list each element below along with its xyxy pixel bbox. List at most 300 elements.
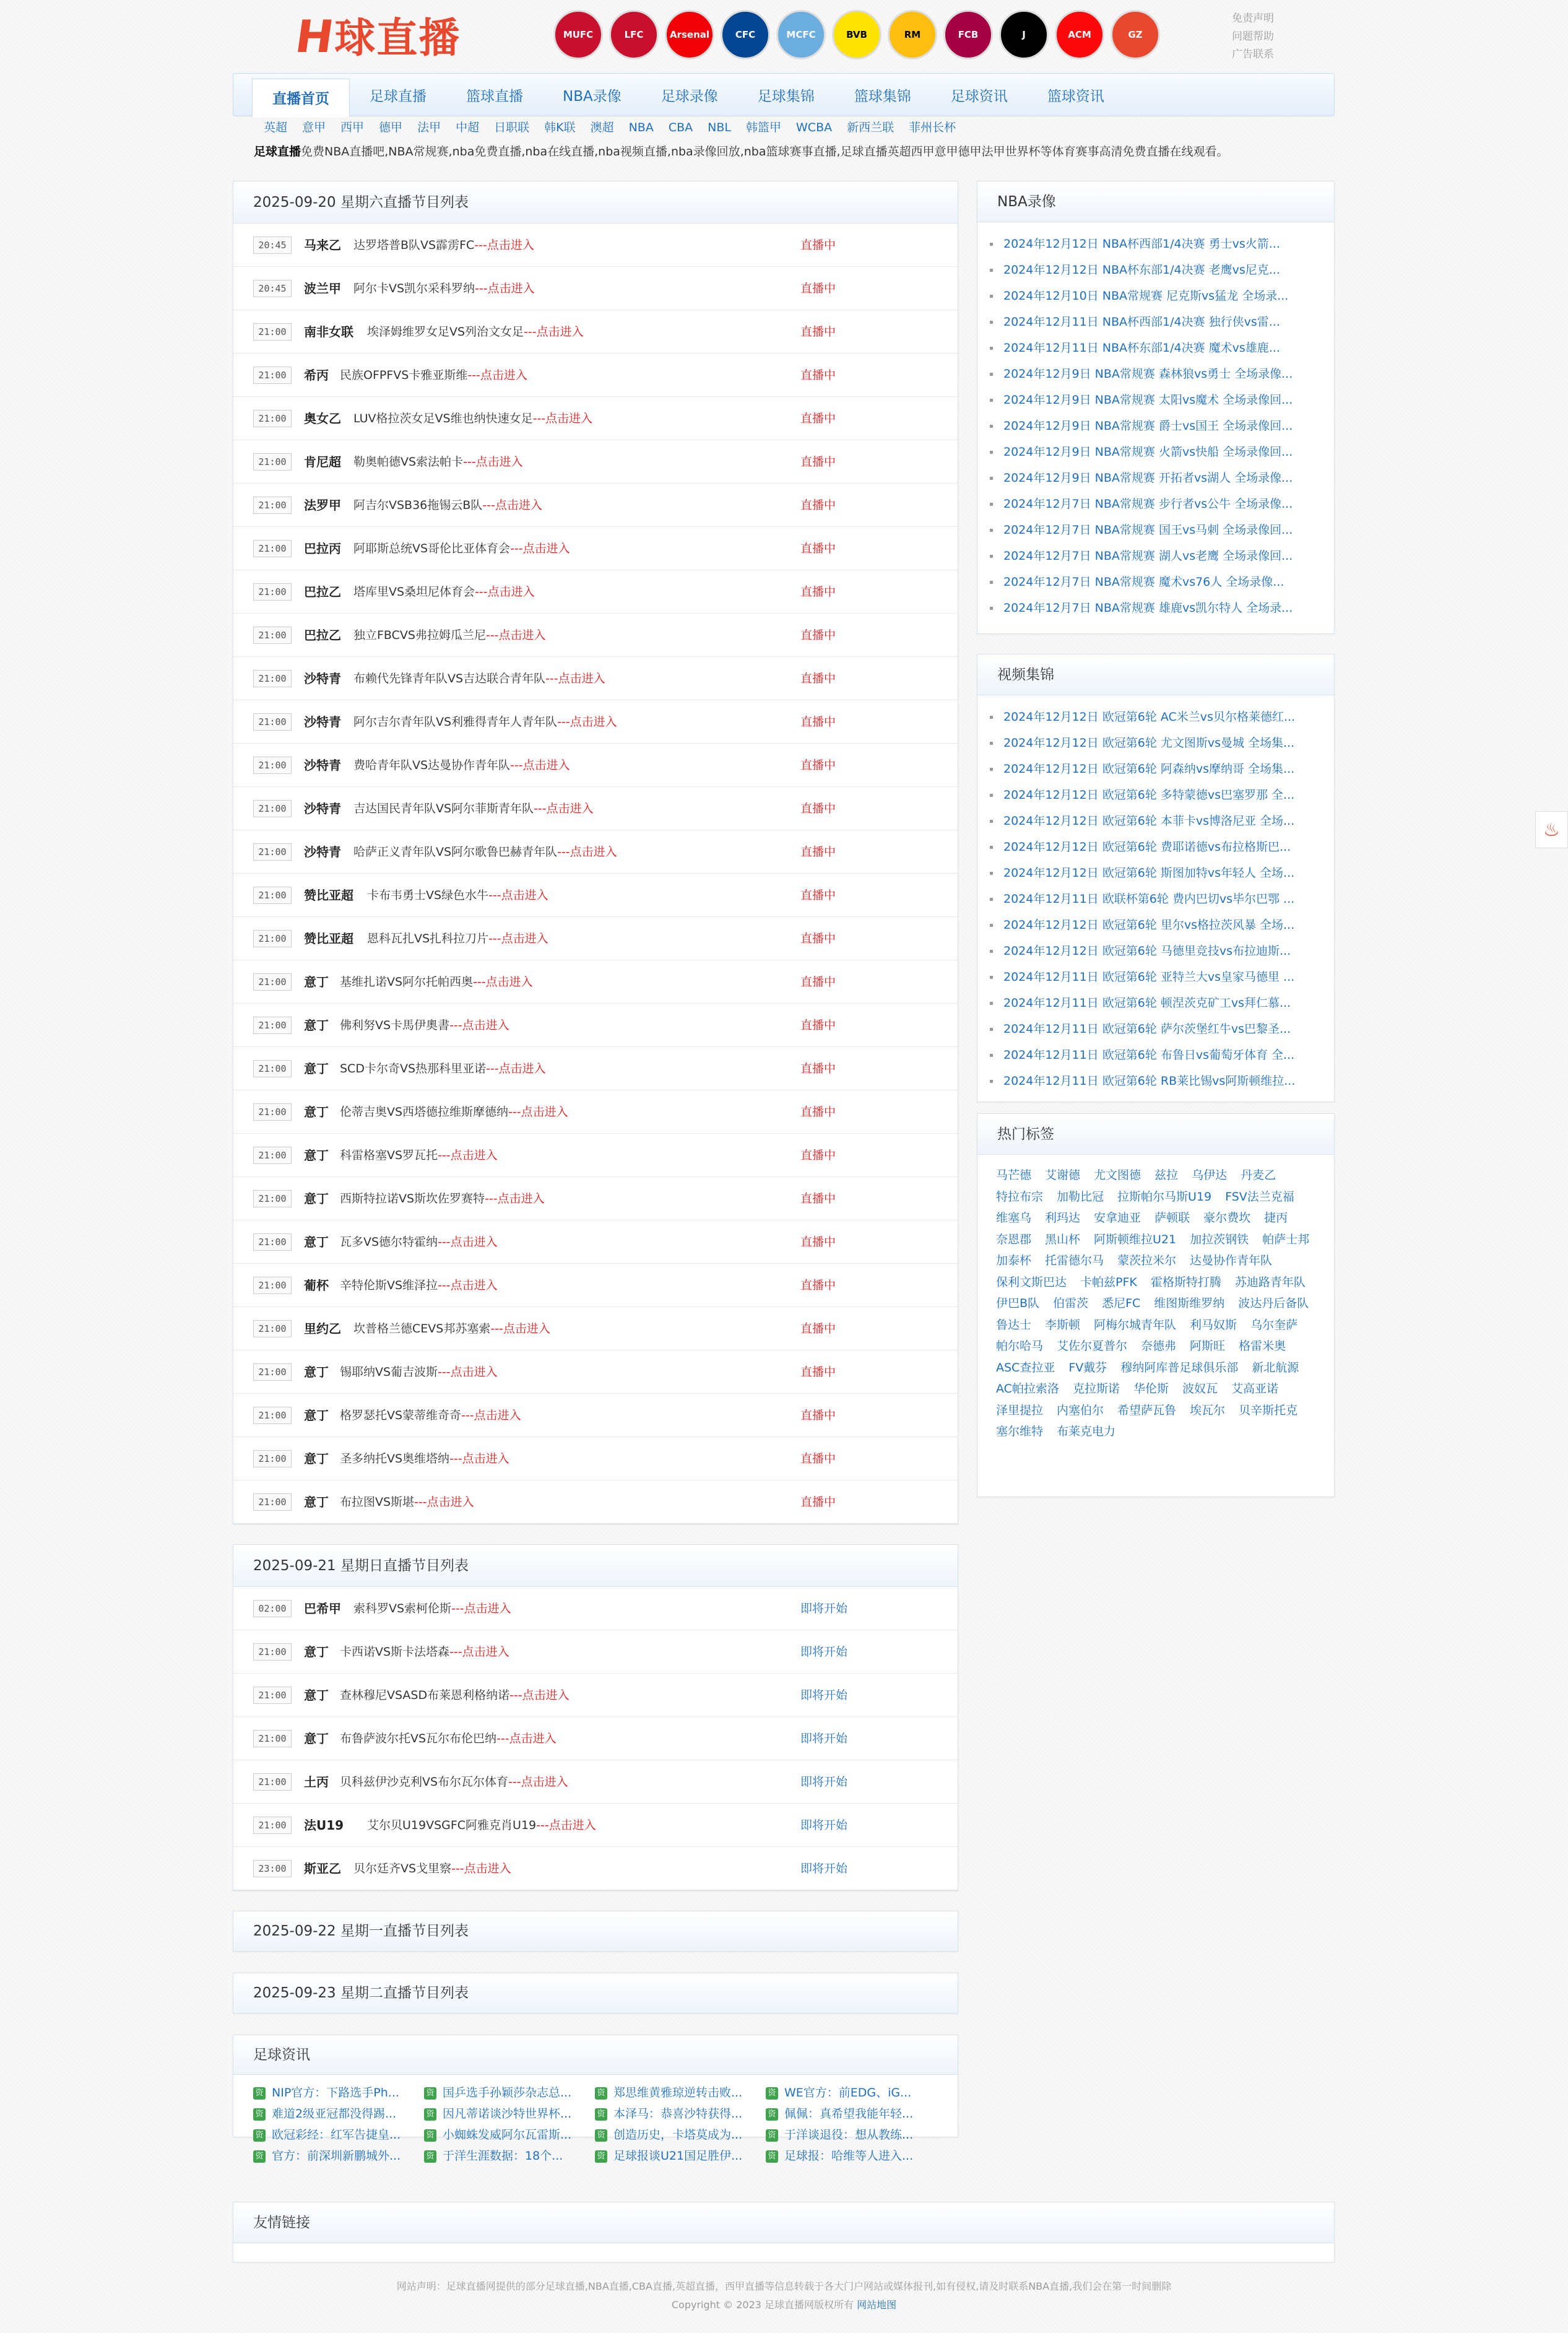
match-title[interactable] [353, 614, 546, 657]
match-row[interactable] [233, 1350, 958, 1394]
match-row[interactable] [233, 657, 958, 700]
news-item[interactable] [253, 2145, 423, 2166]
teams[interactable]: SCD卡尔奇VS热那科里亚诺 [340, 1062, 487, 1075]
match-title[interactable] [353, 657, 605, 700]
tag-link[interactable]: 维图斯维罗纳 [1154, 1297, 1225, 1310]
match-title[interactable] [340, 1437, 509, 1480]
teams[interactable]: 达罗塔普B队VS霹雳FC [353, 238, 475, 252]
match-row[interactable] [233, 960, 958, 1004]
match-row[interactable] [233, 354, 958, 397]
teams[interactable]: 瓦多VS德尔特霍纳 [340, 1235, 438, 1249]
desc-keyword[interactable]: 足球直播 [254, 145, 301, 159]
match-title[interactable] [353, 224, 534, 267]
nba-replay-item[interactable]: 2024年12月9日 NBA常规赛 太阳vs魔术 全场录像回... [990, 387, 1324, 413]
video-highlight-item[interactable]: 2024年12月12日 欧冠第6轮 本菲卡vs博洛尼亚 全场... [990, 808, 1324, 834]
enter-link[interactable]: ---点击进入 [414, 1495, 474, 1509]
match-title[interactable] [353, 484, 542, 527]
match-title[interactable] [340, 354, 527, 397]
enter-link[interactable]: ---点击进入 [490, 1322, 550, 1336]
tag-link[interactable]: 帕尔哈马 [996, 1339, 1044, 1353]
tag-link[interactable]: 泽里提拉 [996, 1403, 1044, 1417]
nav-item-7[interactable]: 足球资讯 [950, 89, 1008, 105]
nav-item-5[interactable]: 足球集锦 [757, 89, 815, 105]
match-row[interactable] [233, 1134, 958, 1177]
dortmund-crest[interactable]: BVB [832, 10, 881, 59]
sitemap-link[interactable]: 网站地图 [857, 2299, 897, 2311]
teams[interactable]: 查林穆尼VSASD布莱恩利格纳诺 [340, 1688, 510, 1702]
enter-link[interactable]: ---点击进入 [449, 1452, 509, 1466]
day3-title[interactable]: 2025-09-22 星期一直播节目列表 [233, 1911, 958, 1951]
tag-link[interactable]: 马芒德 [996, 1168, 1032, 1182]
enter-link[interactable]: ---点击进入 [557, 715, 617, 729]
match-row[interactable] [233, 1177, 958, 1220]
teams[interactable]: 勒奥帕德VS索法帕卡 [353, 455, 464, 469]
tag-link[interactable]: 阿斯顿维拉U21 [1094, 1232, 1177, 1246]
enter-link[interactable]: ---点击进入 [438, 1365, 498, 1379]
tag-link[interactable]: 拉斯帕尔马斯U19 [1117, 1189, 1212, 1204]
match-row[interactable] [233, 787, 958, 830]
tag-link[interactable]: FSV法兰克福 [1225, 1189, 1294, 1204]
match-row[interactable] [233, 1847, 958, 1890]
disclaimer-link[interactable]: 免责声明 [1232, 12, 1274, 25]
tag-link[interactable]: 格雷米奥 [1239, 1339, 1286, 1353]
enter-link[interactable]: ---点击进入 [486, 1062, 546, 1075]
news-text[interactable]: 欧冠彩经：红军告捷皇... [272, 2128, 401, 2142]
enter-link[interactable]: ---点击进入 [475, 282, 535, 295]
tag-link[interactable]: 艾高亚诺 [1231, 1382, 1278, 1396]
match-row[interactable] [233, 830, 958, 874]
league-link[interactable]: 澳超 [590, 121, 614, 134]
tag-link[interactable]: 丹麦乙 [1241, 1168, 1276, 1182]
ad-contact-link[interactable]: 广告联系 [1232, 48, 1274, 61]
teams[interactable]: 卡西诺VS斯卡法塔森 [340, 1645, 450, 1659]
teams[interactable]: 基维扎诺VS阿尔托帕西奥 [340, 975, 474, 989]
tag-link[interactable]: 托雷德尔马 [1045, 1254, 1104, 1267]
teams[interactable]: 贝科兹伊沙克利VS布尔瓦尔体育 [340, 1775, 509, 1789]
news-text[interactable]: NIP官方：下路选手Ph... [272, 2086, 399, 2100]
enter-link[interactable]: ---点击进入 [451, 1862, 511, 1875]
tag-link[interactable]: 豪尔费坎 [1203, 1211, 1251, 1225]
tag-link[interactable]: 利玛达 [1045, 1211, 1081, 1225]
teams[interactable]: 贝尔廷齐VS戈里察 [353, 1862, 452, 1875]
news-item[interactable] [595, 2145, 765, 2166]
teams[interactable]: 西斯特拉诺VS斯坎佐罗赛特 [340, 1192, 485, 1206]
teams[interactable]: 伦蒂吉奥VS西塔德拉维斯摩德纳 [340, 1105, 509, 1119]
league-link[interactable]: 德甲 [379, 121, 403, 134]
tag-link[interactable]: 黑山杯 [1045, 1232, 1081, 1246]
news-item[interactable] [766, 2145, 935, 2166]
tag-link[interactable]: 达曼协作青年队 [1190, 1254, 1273, 1267]
teams[interactable]: 佛利努VS卡馬伊奧書 [340, 1019, 450, 1032]
tag-link[interactable]: 鲁达士 [996, 1318, 1032, 1332]
teams[interactable]: 索科罗VS索柯伦斯 [353, 1602, 452, 1615]
enter-link[interactable]: ---点击进入 [509, 1688, 570, 1702]
match-title[interactable] [340, 960, 533, 1004]
teams[interactable]: 锡耶纳VS葡吉波斯 [340, 1365, 438, 1379]
match-title[interactable] [340, 1480, 474, 1524]
news-item[interactable] [595, 2082, 765, 2103]
match-row[interactable] [233, 1264, 958, 1307]
news-text[interactable]: 郑思维黄雅琼逆转击败... [613, 2086, 743, 2100]
news-text[interactable]: 创造历史，卡塔莫成为... [613, 2128, 743, 2142]
match-row[interactable] [233, 1480, 958, 1524]
tag-link[interactable]: 萨顿联 [1154, 1211, 1190, 1225]
match-row[interactable] [233, 570, 958, 614]
enter-link[interactable]: ---点击进入 [438, 1149, 498, 1162]
tag-link[interactable]: 利马奴斯 [1190, 1318, 1237, 1332]
teams[interactable]: 科雷格塞VS罗瓦托 [340, 1149, 438, 1162]
teams[interactable]: 恩科瓦扎VS扎科拉刀片 [367, 932, 489, 945]
match-title[interactable] [353, 744, 570, 787]
tag-link[interactable]: 内塞伯尔 [1057, 1403, 1104, 1417]
enter-link[interactable]: ---点击进入 [532, 412, 593, 425]
match-title[interactable] [353, 397, 592, 440]
tag-link[interactable]: 捷丙 [1264, 1211, 1288, 1225]
tag-link[interactable]: 安拿迪亚 [1094, 1211, 1141, 1225]
news-item[interactable] [253, 2124, 423, 2145]
teams[interactable]: 阿吉尔VSB36拖锡云B队 [353, 498, 483, 512]
tag-link[interactable]: 阿梅尔城青年队 [1094, 1318, 1177, 1332]
enter-link[interactable]: ---点击进入 [449, 1019, 509, 1032]
news-item[interactable] [253, 2103, 423, 2124]
match-title[interactable] [367, 1804, 596, 1847]
tag-link[interactable]: 穆纳阿库普足球俱乐部 [1120, 1360, 1239, 1375]
teams[interactable]: 吉达国民青年队VS阿尔菲斯青年队 [353, 802, 534, 815]
tag-link[interactable]: 蒙茨拉米尔 [1117, 1254, 1177, 1267]
match-title[interactable] [340, 1717, 557, 1760]
match-row[interactable] [233, 1004, 958, 1047]
teams[interactable]: 圣多纳托VS奥维塔纳 [340, 1452, 450, 1466]
video-highlight-item[interactable]: 2024年12月11日 欧冠第6轮 布鲁日vs葡萄牙体育 全... [990, 1042, 1324, 1068]
news-item[interactable] [424, 2145, 594, 2166]
news-text[interactable]: 佩佩：真希望我能年轻... [784, 2107, 914, 2121]
match-row[interactable] [233, 1047, 958, 1090]
chelsea-crest[interactable]: CFC [721, 10, 770, 59]
enter-link[interactable]: ---点击进入 [474, 238, 534, 252]
teams[interactable]: 艾尔贝U19VSGFC阿雅克肖U19 [367, 1818, 537, 1832]
enter-link[interactable]: ---点击进入 [557, 845, 617, 859]
teams[interactable]: 费哈青年队VS达曼协作青年队 [353, 758, 511, 772]
match-row[interactable] [233, 917, 958, 960]
match-row[interactable] [233, 1717, 958, 1760]
news-text[interactable]: 足球报谈U21国足胜伊... [613, 2149, 743, 2163]
tag-link[interactable]: 艾谢德 [1045, 1168, 1081, 1182]
match-row[interactable] [233, 440, 958, 484]
arsenal-crest[interactable]: Arsenal [665, 10, 714, 59]
match-row[interactable] [233, 527, 958, 570]
schedule-day3[interactable] [233, 1911, 958, 1952]
match-title[interactable] [340, 1220, 498, 1264]
nav-item-6[interactable]: 篮球集锦 [854, 89, 911, 105]
news-text[interactable]: 因凡蒂诺谈沙特世界杯... [443, 2107, 572, 2121]
teams[interactable]: 独立FBCVS弗拉姆瓜兰尼 [353, 628, 486, 642]
news-text[interactable]: 于洋生涯数据：18个... [443, 2149, 563, 2163]
match-row[interactable] [233, 1674, 958, 1717]
tag-link[interactable]: 帕萨士邦 [1262, 1232, 1310, 1246]
man-city-crest[interactable]: MCFC [776, 10, 826, 59]
match-title[interactable] [353, 787, 594, 830]
tag-link[interactable]: 卡帕兹PFK [1080, 1275, 1137, 1289]
nba-replay-item[interactable]: 2024年12月10日 NBA常规赛 尼克斯vs猛龙 全场录... [990, 283, 1324, 309]
enter-link[interactable]: ---点击进入 [510, 542, 570, 555]
enter-link[interactable]: ---点击进入 [508, 1775, 568, 1789]
teams[interactable]: LUV格拉茨女足VS维也纳快速女足 [353, 412, 533, 425]
video-highlight-item[interactable]: 2024年12月11日 欧联杯第6轮 费内巴切vs毕尔巴鄂 ... [990, 886, 1324, 912]
video-highlight-item[interactable]: 2024年12月12日 欧冠第6轮 多特蒙德vs巴塞罗那 全... [990, 782, 1324, 808]
nba-replay-item[interactable]: 2024年12月11日 NBA杯东部1/4决赛 魔术vs雄鹿... [990, 335, 1324, 361]
enter-link[interactable]: ---点击进入 [451, 1602, 511, 1615]
match-row[interactable] [233, 397, 958, 440]
match-title[interactable] [353, 830, 617, 874]
match-row[interactable] [233, 1220, 958, 1264]
tag-link[interactable]: 波达丹后备队 [1238, 1297, 1309, 1310]
enter-link[interactable]: ---点击进入 [461, 1409, 521, 1422]
match-title[interactable] [340, 1350, 498, 1394]
match-title[interactable] [340, 1394, 521, 1437]
nav-item-4[interactable]: 足球录像 [661, 89, 718, 105]
tag-link[interactable]: 加拉茨钢铁 [1190, 1232, 1249, 1246]
tag-link[interactable]: ASC查拉亚 [996, 1360, 1055, 1375]
teams[interactable]: 卡布韦勇士VS绿色水牛 [367, 888, 489, 902]
teams[interactable]: 塔库里VS桑坦尼体育会 [353, 585, 475, 599]
enter-link[interactable]: ---点击进入 [482, 498, 542, 512]
news-item[interactable] [766, 2082, 935, 2103]
match-title[interactable] [353, 1587, 511, 1630]
video-highlight-item[interactable]: 2024年12月11日 欧冠第6轮 顿涅茨克矿工vs拜仁慕... [990, 990, 1324, 1016]
news-text[interactable]: WE官方：前EDG、iG... [784, 2086, 912, 2100]
tag-link[interactable]: 希望萨瓦鲁 [1117, 1403, 1177, 1417]
league-link[interactable]: 西甲 [340, 121, 365, 134]
news-text[interactable]: 国乒选手孙颖莎杂志总... [443, 2086, 572, 2100]
video-highlight-item[interactable]: 2024年12月12日 欧冠第6轮 里尔vs格拉茨风暴 全场... [990, 912, 1324, 938]
match-title[interactable] [353, 700, 617, 744]
league-link[interactable]: 日职联 [494, 121, 530, 134]
enter-link[interactable]: ---点击进入 [496, 1732, 557, 1745]
league-link[interactable]: 中超 [456, 121, 480, 134]
match-title[interactable] [353, 267, 535, 310]
match-row[interactable] [233, 1090, 958, 1134]
teams[interactable]: 阿尔卡VS凯尔采科罗纳 [353, 282, 475, 295]
nba-replay-item[interactable]: 2024年12月7日 NBA常规赛 魔术vs76人 全场录像... [990, 569, 1324, 595]
match-row[interactable] [233, 224, 958, 267]
video-highlight-item[interactable]: 2024年12月12日 欧冠第6轮 阿森纳vs摩纳哥 全场集... [990, 756, 1324, 782]
teams[interactable]: 阿尔吉尔青年队VS利雅得青年人青年队 [353, 715, 558, 729]
match-row[interactable] [233, 1587, 958, 1630]
news-item[interactable] [424, 2103, 594, 2124]
tag-link[interactable]: 布莱克电力 [1057, 1425, 1116, 1438]
tag-link[interactable]: 苏迪路青年队 [1234, 1275, 1306, 1289]
news-text[interactable]: 足球报：哈维等人进入... [784, 2149, 914, 2163]
nba-replay-item[interactable]: 2024年12月12日 NBA杯西部1/4决赛 勇士vs火箭... [990, 231, 1324, 257]
video-highlight-item[interactable]: 2024年12月12日 欧冠第6轮 费耶诺德vs布拉格斯巴... [990, 834, 1324, 860]
teams[interactable]: 阿耶斯总统VS哥伦比亚体育会 [353, 542, 511, 555]
match-title[interactable] [340, 1674, 570, 1717]
news-item[interactable] [253, 2082, 423, 2103]
match-row[interactable] [233, 1630, 958, 1674]
match-title[interactable] [353, 1307, 550, 1350]
tag-link[interactable]: AC帕拉索洛 [996, 1382, 1059, 1396]
enter-link[interactable]: ---点击进入 [536, 1818, 596, 1832]
match-title[interactable] [340, 1134, 498, 1177]
teams[interactable]: 布赖代先锋青年队VS吉达联合青年队 [353, 672, 546, 685]
league-link[interactable]: NBA [628, 121, 654, 134]
enter-link[interactable]: ---点击进入 [449, 1645, 509, 1659]
teams[interactable]: 辛特伦斯VS维泽拉 [340, 1279, 438, 1292]
match-title[interactable] [367, 310, 584, 354]
nav-item-3[interactable]: NBA录像 [563, 89, 622, 105]
help-link[interactable]: 问题帮助 [1232, 30, 1274, 43]
tag-link[interactable]: 奈德弗 [1141, 1339, 1177, 1353]
nba-replay-item[interactable]: 2024年12月7日 NBA常规赛 雄鹿vs凯尔特人 全场录... [990, 595, 1324, 621]
news-item[interactable] [595, 2124, 765, 2145]
site-logo[interactable]: H球直播 [292, 11, 461, 63]
enter-link[interactable]: ---点击进入 [534, 802, 594, 815]
nba-replay-item[interactable]: 2024年12月9日 NBA常规赛 爵士vs国王 全场录像回... [990, 413, 1324, 439]
match-title[interactable] [340, 1047, 546, 1090]
enter-link[interactable]: ---点击进入 [467, 368, 527, 382]
news-item[interactable] [424, 2082, 594, 2103]
match-row[interactable] [233, 1760, 958, 1804]
video-highlight-item[interactable]: 2024年12月11日 欧冠第6轮 亚特兰大vs皇家马德里 ... [990, 964, 1324, 990]
video-highlight-item[interactable]: 2024年12月12日 欧冠第6轮 尤文图斯vs曼城 全场集... [990, 730, 1324, 756]
video-highlight-item[interactable]: 2024年12月12日 欧冠第6轮 斯图加特vs年轻人 全场... [990, 860, 1324, 886]
news-text[interactable]: 难道2级亚冠都没得踢... [272, 2107, 397, 2121]
barcelona-crest[interactable]: FCB [943, 10, 993, 59]
tag-link[interactable]: 塞尔维特 [996, 1425, 1044, 1438]
tag-link[interactable]: 贝辛斯托克 [1239, 1403, 1298, 1417]
fire-icon[interactable]: ♨ [1535, 811, 1568, 848]
match-row[interactable] [233, 1394, 958, 1437]
tag-link[interactable]: 特拉布宗 [996, 1189, 1044, 1204]
match-title[interactable] [353, 527, 570, 570]
enter-link[interactable]: ---点击进入 [524, 325, 584, 339]
tag-link[interactable]: 保利文斯巴达 [996, 1275, 1067, 1289]
tag-link[interactable]: 克拉斯诺 [1072, 1382, 1120, 1396]
tag-link[interactable]: 伊巴B队 [996, 1297, 1040, 1310]
tag-link[interactable]: 波奴瓦 [1182, 1382, 1218, 1396]
enter-link[interactable]: ---点击进入 [485, 1192, 545, 1206]
tag-link[interactable]: 兹拉 [1154, 1168, 1179, 1182]
enter-link[interactable]: ---点击进入 [438, 1235, 498, 1249]
match-title[interactable] [340, 1090, 568, 1134]
enter-link[interactable]: ---点击进入 [463, 455, 523, 469]
league-link[interactable]: 意甲 [302, 121, 326, 134]
day4-title[interactable]: 2025-09-23 星期二直播节目列表 [233, 1973, 958, 2013]
tag-link[interactable]: 阿斯旺 [1190, 1339, 1226, 1353]
tag-link[interactable]: 尤文图德 [1094, 1168, 1141, 1182]
tag-link[interactable]: 维塞乌 [996, 1211, 1032, 1225]
video-highlight-item[interactable]: 2024年12月12日 欧冠第6轮 马德里竞技vs布拉迪斯... [990, 938, 1324, 964]
league-link[interactable]: 英超 [264, 121, 288, 134]
teams[interactable]: 哈萨正义青年队VS阿尔歌鲁巴赫青年队 [353, 845, 558, 859]
nav-item-0[interactable]: 直播首页 [252, 79, 350, 117]
league-link[interactable]: 韩K联 [544, 121, 576, 134]
real-madrid-crest[interactable]: RM [888, 10, 937, 59]
match-title[interactable] [340, 1264, 498, 1307]
league-link[interactable]: 法甲 [417, 121, 441, 134]
enter-link[interactable]: ---点击进入 [438, 1279, 498, 1292]
enter-link[interactable]: ---点击进入 [488, 932, 548, 945]
enter-link[interactable]: ---点击进入 [488, 888, 548, 902]
news-text[interactable]: 于洋谈退役：想从教练... [784, 2128, 914, 2142]
guangzhou-crest[interactable]: GZ [1111, 10, 1160, 59]
man-utd-crest[interactable]: MUFC [553, 10, 603, 59]
tag-link[interactable]: 伯雷茨 [1053, 1297, 1089, 1310]
nba-replay-item[interactable]: 2024年12月7日 NBA常规赛 步行者vs公牛 全场录像... [990, 491, 1324, 517]
match-row[interactable] [233, 1804, 958, 1847]
match-row[interactable] [233, 744, 958, 787]
league-link[interactable]: CBA [668, 121, 693, 134]
tag-link[interactable]: 乌伊达 [1192, 1168, 1228, 1182]
liverpool-crest[interactable]: LFC [609, 10, 659, 59]
tag-link[interactable]: 李斯顿 [1045, 1318, 1081, 1332]
video-highlight-item[interactable]: 2024年12月12日 欧冠第6轮 AC米兰vs贝尔格莱德红... [990, 704, 1324, 730]
tag-link[interactable]: 艾佐尔夏普尔 [1057, 1339, 1128, 1353]
match-row[interactable] [233, 267, 958, 310]
tag-link[interactable]: 新北航源 [1252, 1360, 1299, 1375]
tag-link[interactable]: FV戴芬 [1068, 1360, 1107, 1375]
nav-item-2[interactable]: 篮球直播 [466, 89, 523, 105]
news-item[interactable] [424, 2124, 594, 2145]
enter-link[interactable]: ---点击进入 [510, 758, 570, 772]
tag-link[interactable]: 霍格斯特打腾 [1150, 1275, 1221, 1289]
enter-link[interactable]: ---点击进入 [473, 975, 533, 989]
league-link[interactable]: 韩篮甲 [746, 121, 782, 134]
teams[interactable]: 坎普格兰德CEVS邦苏塞索 [353, 1322, 491, 1336]
teams[interactable]: 布鲁萨波尔托VS瓦尔布伦巴纳 [340, 1732, 497, 1745]
news-text[interactable]: 本泽马：恭喜沙特获得... [613, 2107, 743, 2121]
match-row[interactable] [233, 1307, 958, 1350]
news-item[interactable] [766, 2103, 935, 2124]
tag-link[interactable]: 奈恩郡 [996, 1232, 1032, 1246]
match-title[interactable] [353, 1847, 511, 1890]
nba-replay-item[interactable]: 2024年12月9日 NBA常规赛 开拓者vs湖人 全场录像... [990, 465, 1324, 491]
match-title[interactable] [353, 570, 535, 614]
match-title[interactable] [367, 874, 548, 917]
nba-replay-item[interactable]: 2024年12月11日 NBA杯西部1/4决赛 独行侠vs雷... [990, 309, 1324, 335]
news-text[interactable]: 官方：前深圳新鹏城外... [272, 2149, 401, 2163]
nba-replay-item[interactable]: 2024年12月7日 NBA常规赛 湖人vs老鹰 全场录像回... [990, 543, 1324, 569]
tag-link[interactable]: 悉尼FC [1102, 1297, 1141, 1310]
video-highlight-item[interactable]: 2024年12月11日 欧冠第6轮 萨尔茨堡红牛vs巴黎圣... [990, 1016, 1324, 1042]
tag-link[interactable]: 埃瓦尔 [1190, 1403, 1226, 1417]
tag-link[interactable]: 华伦斯 [1133, 1382, 1169, 1396]
nav-item-1[interactable]: 足球直播 [370, 89, 427, 105]
news-text[interactable]: 小蜘蛛发威阿尔瓦雷斯... [443, 2128, 572, 2142]
teams[interactable]: 埃泽姆维罗女足VS列治文女足 [367, 325, 524, 339]
match-row[interactable] [233, 614, 958, 657]
teams[interactable]: 民族OFPFVS卡雅亚斯维 [340, 368, 468, 382]
match-row[interactable] [233, 1437, 958, 1480]
nav-item-8[interactable]: 篮球资讯 [1047, 89, 1104, 105]
enter-link[interactable]: ---点击进入 [485, 628, 546, 642]
enter-link[interactable]: ---点击进入 [545, 672, 605, 685]
nba-replay-item[interactable]: 2024年12月12日 NBA杯东部1/4决赛 老鹰vs尼克... [990, 257, 1324, 283]
match-title[interactable] [353, 440, 523, 484]
league-link[interactable]: 新西兰联 [847, 121, 894, 134]
match-title[interactable] [340, 1177, 545, 1220]
match-title[interactable] [340, 1004, 509, 1047]
enter-link[interactable]: ---点击进入 [508, 1105, 568, 1119]
match-row[interactable] [233, 700, 958, 744]
league-link[interactable]: 菲州长杯 [909, 121, 956, 134]
tag-link[interactable]: 乌尔奎萨 [1250, 1318, 1298, 1332]
tag-link[interactable]: 加泰杯 [996, 1254, 1032, 1267]
match-row[interactable] [233, 310, 958, 354]
match-row[interactable] [233, 484, 958, 527]
news-item[interactable] [766, 2124, 935, 2145]
teams[interactable]: 布拉图VS斯堪 [340, 1495, 415, 1509]
